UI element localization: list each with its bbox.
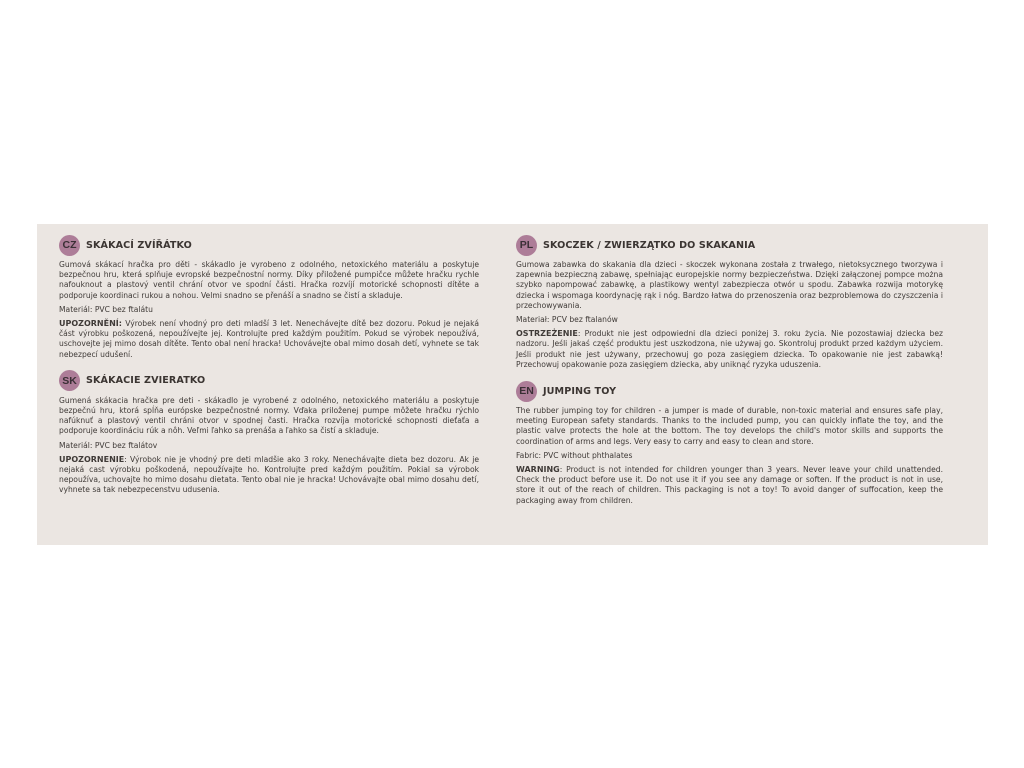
section-pl bbox=[516, 234, 943, 370]
language-badge-en: EN bbox=[516, 381, 537, 402]
warning-paragraph bbox=[516, 465, 943, 506]
material-text: Fabric: PVC without phthalates bbox=[516, 450, 633, 460]
warning-text: : Produkt nie jest odpowiedni dla dzieci poniżej 3. roku życia. Nie pozostawiaj dziecka bez nadzoru. Jeśli jakaś część produktu jest uszkodzona, nie używaj go. Skontroluj produkt przed każdym użyciem. Jeśli produkt nie jest używany, przechowuj go poza zasięgiem dziecka. To opakowanie nie jest zabawką! Przechowuj opakowanie poza zasięgiem dziecka, aby uniknąć ryzyka uduszenia. bbox=[516, 329, 943, 369]
right-column bbox=[516, 234, 943, 516]
warning-text: Výrobek není vhodný pro deti mladší 3 let. Nenechávejte dítě bez dozoru. Pokud je nejaká část výrobku poškozená, nepoužívejte jej. Kontrolujte pred každým použitím. Pokud se výrobek nepoužívá, uschovejte jej mimo dosah dítěte. Tento obal není hracka! Uchovávejte obal mimo dosah detí, vyhnete se tak nebezpecí udušení. bbox=[59, 319, 479, 359]
warning-paragraph bbox=[59, 319, 479, 360]
section-cz bbox=[59, 234, 479, 360]
language-badge-pl: PL bbox=[516, 235, 537, 256]
warning-label: WARNING bbox=[516, 465, 560, 475]
warning-text: : Výrobok nie je vhodný pre deti mladšie ako 3 roky. Nenechávajte dieta bez dozoru. Ak je nejaká cast výrobku poškodená, nepoužívajte ho. Kontrolujte pred každým použitím. Pokial sa výrobok nepoužíva, uchovajte ho mimo dosahu dietata. Tento obal nie je hracka! Uchovávajte obal mimo dosahu detí, vyhnete sa tak nebezpecenstvu udusenia. bbox=[59, 454, 479, 495]
material-text: Materiał: PCV bez ftalanów bbox=[516, 315, 618, 325]
warning-paragraph bbox=[516, 329, 943, 370]
section-sk bbox=[59, 370, 479, 496]
description-text: Gumená skákacia hračka pre deti - skákadlo je vyrobené z odolného, netoxického materiálu a poskytuje bezpečnú hru, ktorá spĺňa európske bezpečnostné normy. Vďaka priloženej pumpe môžete hračku rýchlo nafúknuť a plastový ventil chráni otvor v spodnej časti. Hračka rozvíja motorické schopnosti dieťaťa a podporuje koordináciu rúk a nôh. Veľmi ľahko sa prenáša a ľahko sa čistí a skladuje. bbox=[59, 395, 479, 436]
section-en bbox=[516, 380, 943, 506]
language-badge-cz: CZ bbox=[59, 235, 80, 256]
language-badge-sk: SK bbox=[59, 370, 80, 391]
left-column bbox=[59, 234, 479, 506]
warning-label: UPOZORNĚNÍ: bbox=[59, 319, 122, 329]
section-title: SKOCZEK / ZWIERZĄTKO DO SKAKANIA bbox=[543, 239, 756, 251]
warning-text: : Product is not intended for children younger than 3 years. Never leave your child unattended. Check the product before use it. Do not use it if you see any damage or soften. If the product is not in use, store it out of the reach of children. This packaging is not a toy! To avoid danger of suffocation, keep the packaging away from children. bbox=[516, 465, 943, 505]
section-title: SKÁKACÍ ZVÍŘÁTKO bbox=[86, 239, 192, 251]
material-text: Materiál: PVC bez ftalátov bbox=[59, 440, 158, 450]
section-header bbox=[59, 370, 479, 392]
description-text: Gumová skákací hračka pro děti - skákadlo je vyrobeno z odolného, netoxického materiálu a poskytuje bezpečnou hru, která splňuje evropské bezpečnostní normy. Díky přiložené pumpičce můžete hračku rychle nafouknout a plastový ventil chrání otvor ve spodní části. Hračka rozvíjí motorické schopnosti dítěte a podporuje koordinaci rukou a nohou. Velmi snadno se přenáší a snadno se čistí a skladuje. bbox=[59, 260, 479, 300]
section-title: SKÁKACIE ZVIERATKO bbox=[86, 375, 206, 387]
description-text: Gumowa zabawka do skakania dla dzieci - skoczek wykonana została z trwałego, nietoksycznego tworzywa i zapewnia bezpieczną zabawę, spełniając europejskie normy bezpieczeństwa. Dzięki załączonej pompce można szybko napompować zabawkę, a plastikowy wentyl zabezpiecza otwór u spodu. Zabawka rozwija motorykę dziecka i wspomaga koordynację rąk i nóg. Bardzo łatwa do przenoszenia oraz bezproblemowa do czyszczenia i przechowywania. bbox=[516, 260, 943, 310]
warning-paragraph bbox=[59, 455, 479, 496]
description-text: The rubber jumping toy for children - a jumper is made of durable, non-toxic material and ensures safe play, meeting European safety standards. Thanks to the included pump, you can quickly inflate the toy, and the plastic valve protects the hole at the bottom. The toy develops the child's motor skills and supports the coordination of arms and legs. Very easy to carry and easy to clean and store. bbox=[516, 406, 943, 446]
material-text: Materiál: PVC bez ftalátu bbox=[59, 304, 153, 314]
product-label-panel bbox=[37, 224, 988, 545]
warning-label: OSTRZEŻENIE bbox=[516, 329, 578, 339]
section-header bbox=[516, 380, 943, 402]
warning-label: UPOZORNENIE bbox=[59, 454, 125, 464]
section-title: JUMPING TOY bbox=[543, 385, 617, 397]
section-header bbox=[59, 234, 479, 256]
section-header bbox=[516, 234, 943, 256]
